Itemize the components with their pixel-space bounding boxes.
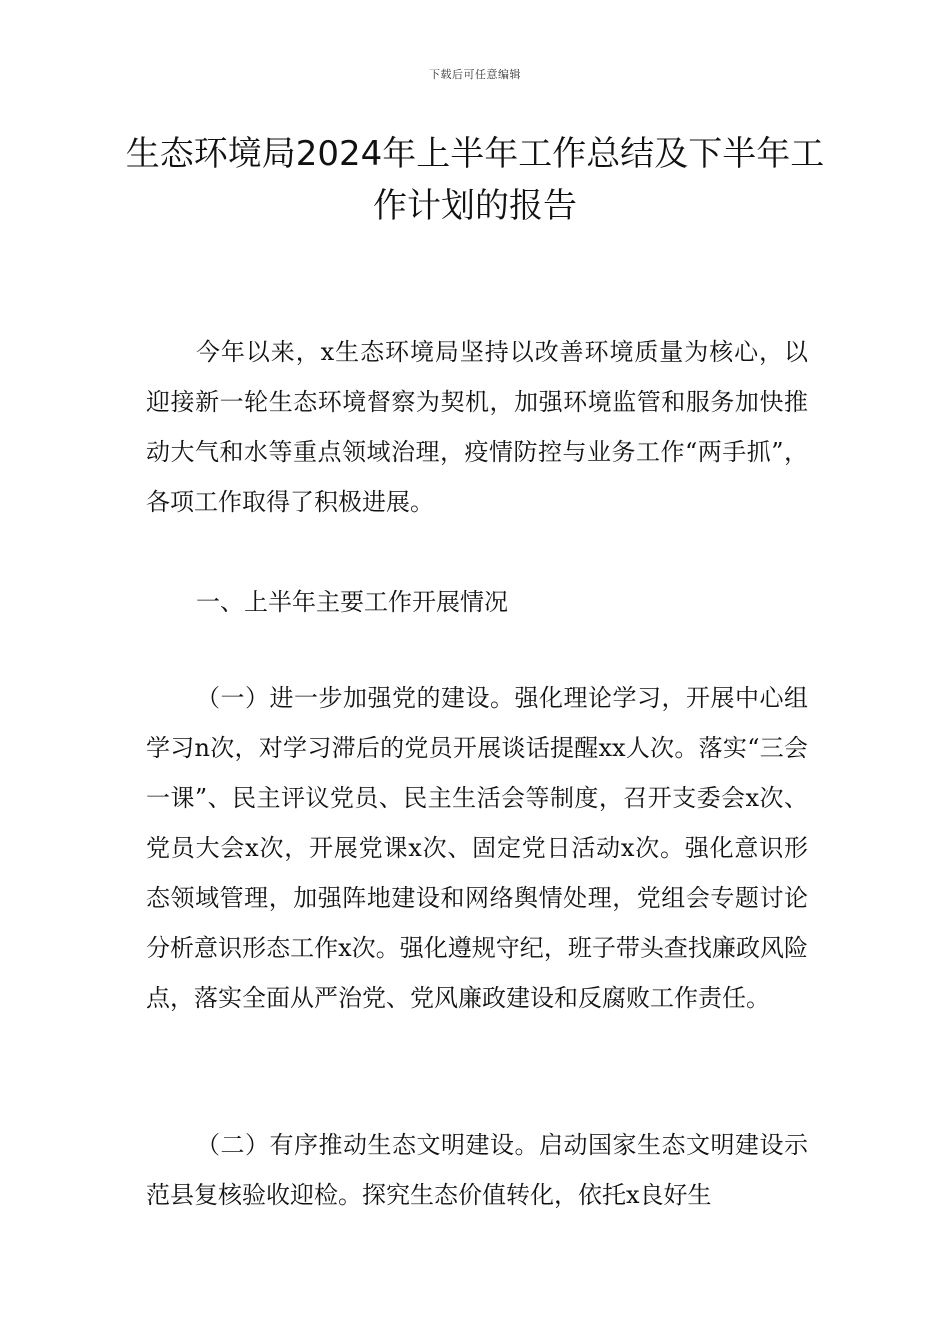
- item-paragraph-party-building: （一）进一步加强党的建设。强化理论学习，开展中心组学习n次，对学习滞后的党员开展谈话提醒xx人次。落实“三会一课”、民主评议党员、民主生活会等制度，召开支委会x次、党员大会x次，开展党课x次、固定党日活动x次。强化意识形态领域管理，加强阵地建设和网络舆情处理，党组会专题讨论分析意识形态工作x次。强化遵规守纪，班子带头查找廉政风险点，落实全面从严治党、党风廉政建设和反腐败工作责任。: [146, 684, 808, 1012]
- intro-paragraph: 今年以来，x生态环境局坚持以改善环境质量为核心，以迎接新一轮生态环境督察为契机，加强环境监管和服务加快推动大气和水等重点领域治理，疫情防控与业务工作“两手抓”，各项工作取得了积极进展。: [146, 338, 808, 516]
- item-paragraph-ecological-civilization: （二）有序推动生态文明建设。启动国家生态文明建设示范县复核验收迎检。探究生态价值转化，依托x良好生: [146, 1131, 808, 1209]
- header-note: 下载后可任意编辑: [429, 68, 521, 81]
- section-heading: 一、上半年主要工作开展情况: [196, 588, 508, 616]
- document-title: 生态环境局2024年上半年工作总结及下半年工作计划的报告: [125, 134, 825, 226]
